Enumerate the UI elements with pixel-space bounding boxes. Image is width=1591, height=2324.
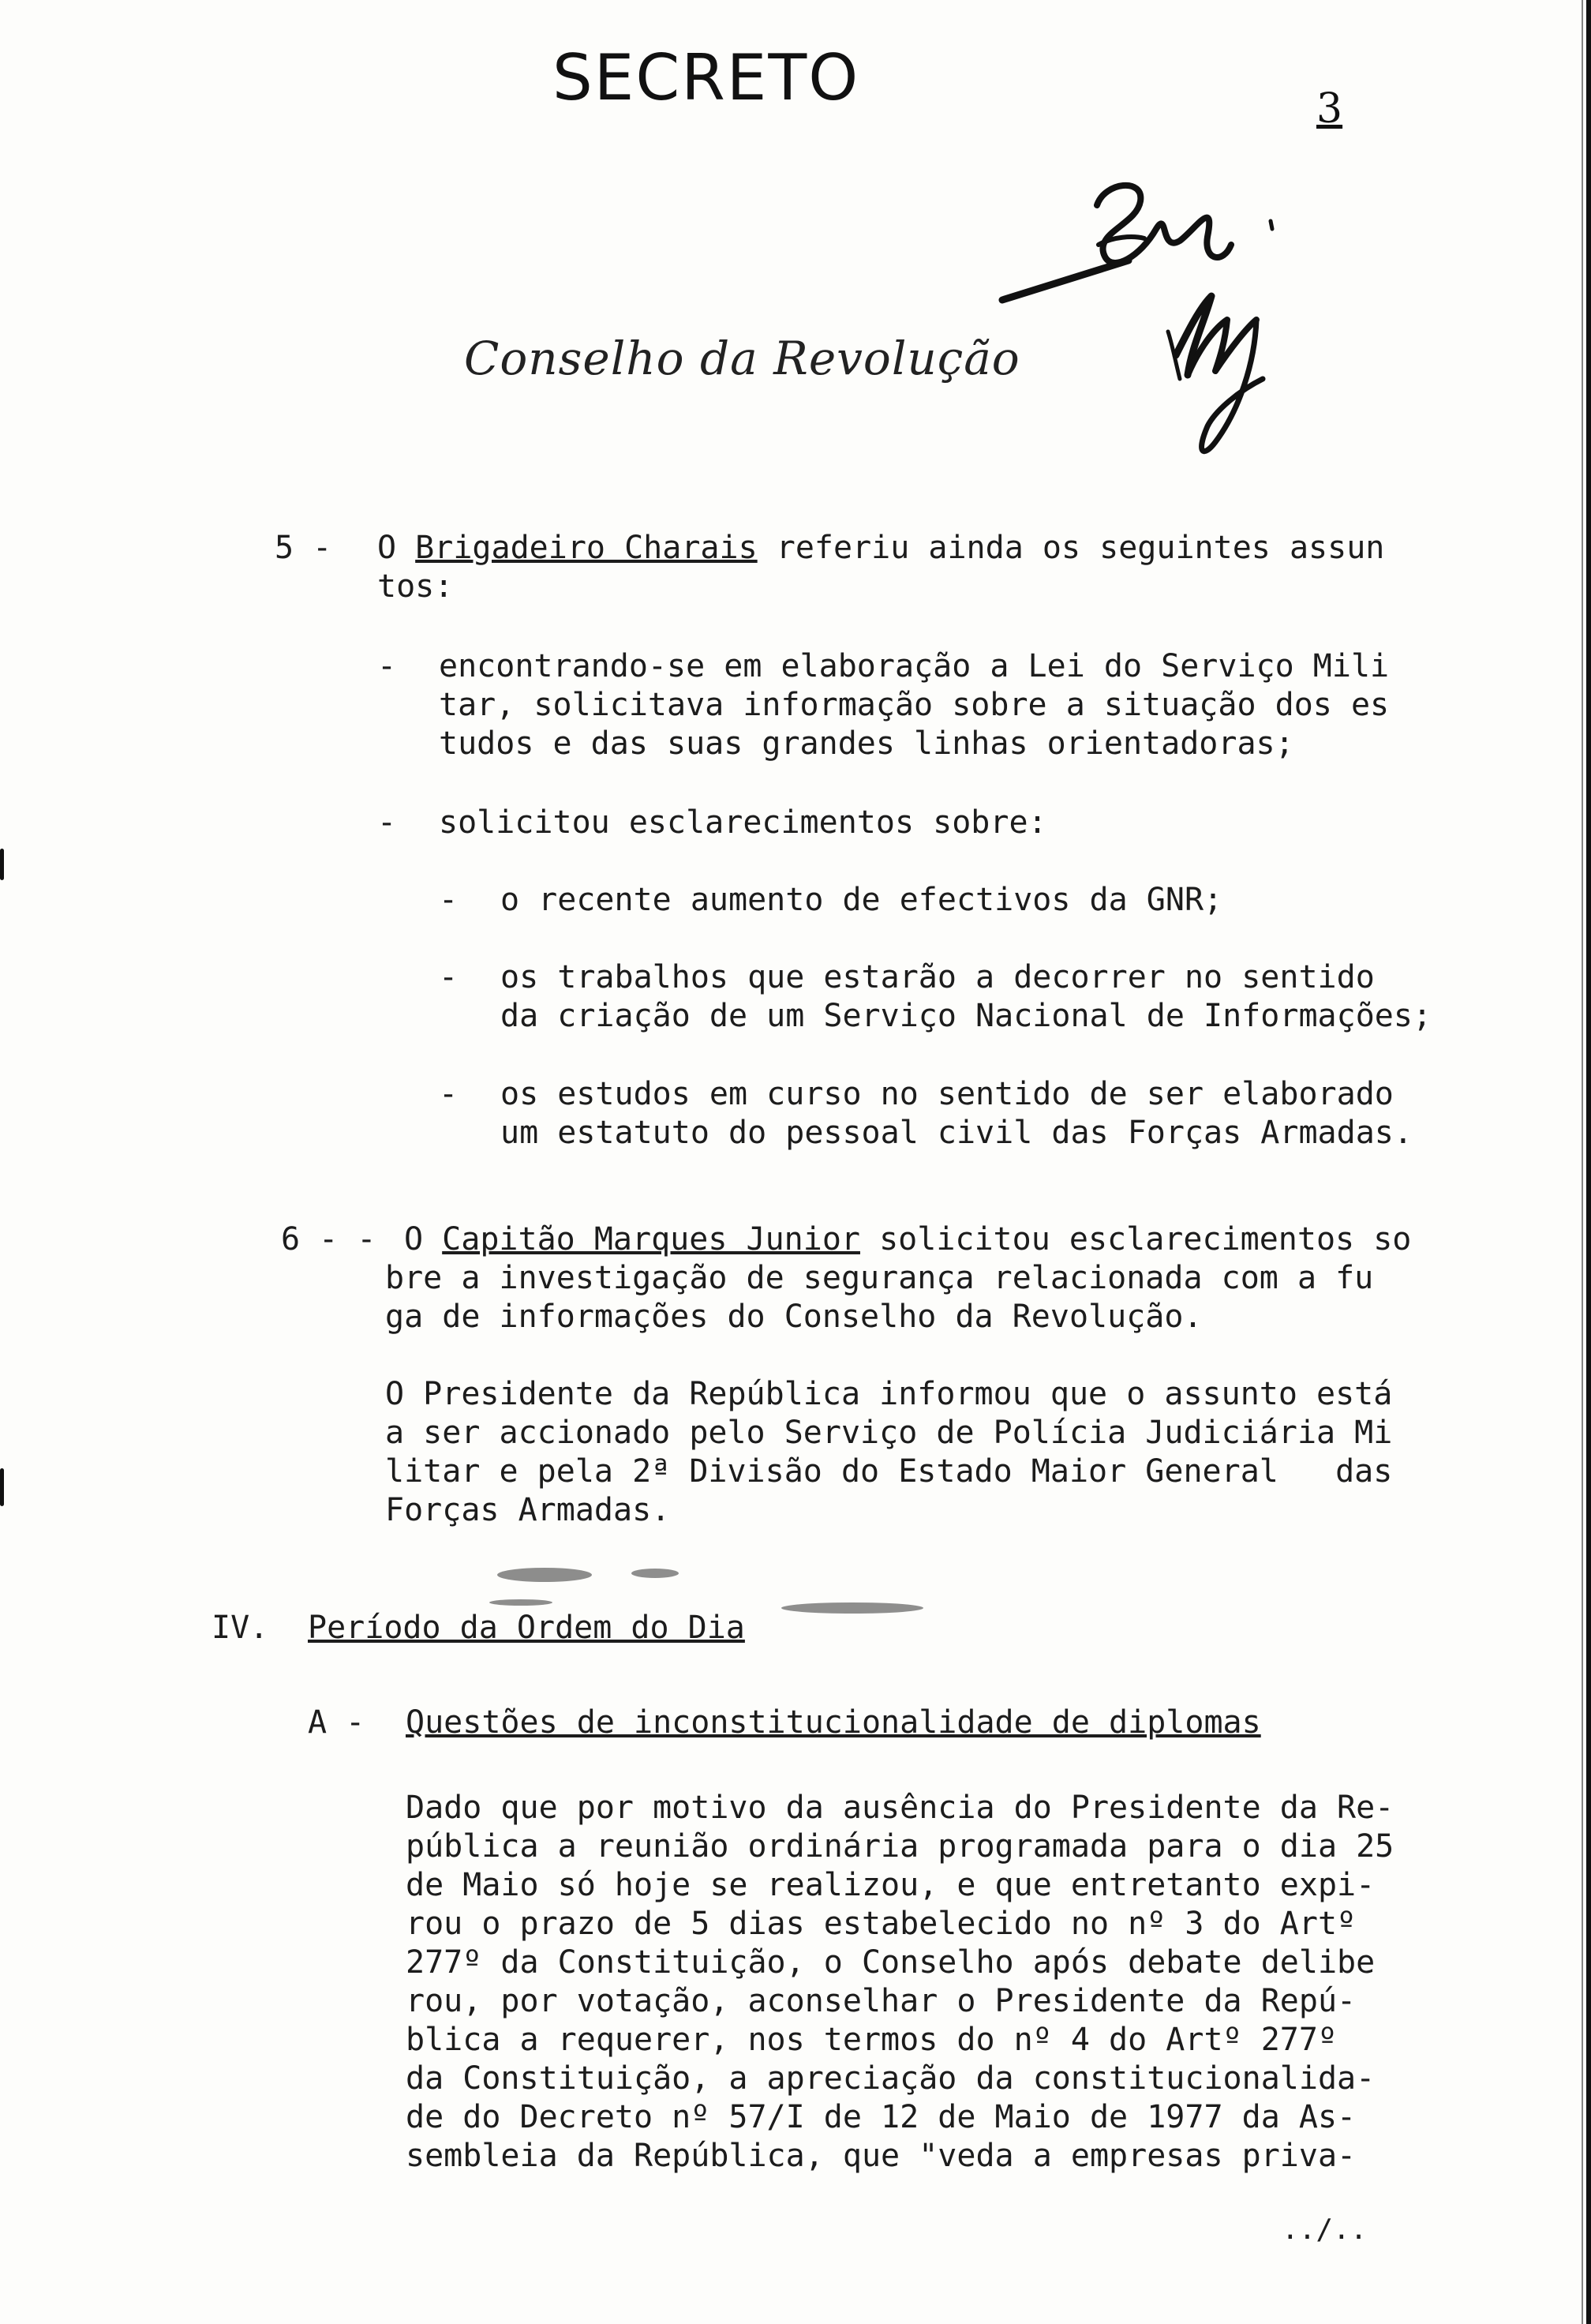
- continuation-mark: ../..: [1282, 2213, 1368, 2246]
- subsection-letter: A -: [308, 1704, 365, 1741]
- paragraph-line: blica a requerer, nos termos do nº 4 do Artº 277º: [406, 2022, 1338, 2058]
- classification-stamp: SECRETO: [552, 41, 860, 114]
- paragraph-line: sembleia da República, que "veda a empresas priva-: [406, 2138, 1357, 2174]
- paragraph-line: rou, por votação, aconselhar o Presidente da Repú-: [406, 1983, 1357, 2019]
- item5-prefix: O: [377, 530, 416, 566]
- answer-line: litar e pela 2ª Divisão do Estado Maior General das: [385, 1453, 1393, 1490]
- item6-suffix: solicitou esclarecimentos so: [859, 1221, 1412, 1258]
- item5-line2: tos:: [377, 568, 454, 605]
- paragraph-line: Dado que por motivo da ausência do Presidente da Re-: [406, 1790, 1394, 1826]
- scan-edge-line: [1582, 0, 1583, 2324]
- item5-suffix: referiu ainda os seguintes assun: [757, 530, 1385, 566]
- section-title: Período da Ordem do Dia: [308, 1610, 745, 1646]
- bullet-dash: -: [377, 648, 397, 684]
- paragraph-line: 277º da Constituição, o Conselho após debate delibe: [406, 1944, 1376, 1981]
- speaker-name: Brigadeiro Charais: [415, 530, 758, 566]
- section-number: IV.: [212, 1610, 269, 1646]
- sub-bullet-dash: -: [439, 882, 459, 918]
- item6-line: bre a investigação de segurança relacionada com a fu: [385, 1260, 1374, 1296]
- sub-bullet-line: o recente aumento de efectivos da GNR;: [500, 882, 1223, 918]
- speaker-name: Capitão Marques Junior: [442, 1221, 860, 1258]
- sub-bullet-dash: -: [439, 1076, 459, 1112]
- paragraph-line: pública a reunião ordinária programada para o dia 25: [406, 1828, 1394, 1865]
- answer-line: Forças Armadas.: [385, 1492, 671, 1528]
- sub-bullet-line: da criação de um Serviço Nacional de Informações;: [500, 998, 1432, 1034]
- item6-prefix: O: [404, 1221, 443, 1258]
- bullet-dash: -: [377, 804, 397, 841]
- answer-line: O Presidente da República informou que o assunto está: [385, 1376, 1393, 1412]
- margin-mark: [0, 849, 4, 880]
- letterhead: Conselho da Revolução: [464, 332, 1020, 385]
- bullet-line: tudos e das suas grandes linhas orientadoras;: [439, 725, 1294, 762]
- bullet-line: tar, solicitava informação sobre a situação dos es: [439, 687, 1390, 723]
- item-number-6: 6 - -: [281, 1221, 376, 1258]
- subsection-title: Questões de inconstitucionalidade de diplomas: [406, 1704, 1261, 1741]
- item6-first-line: [404, 1220, 1411, 1259]
- paragraph-line: de Maio só hoje se realizou, e que entretanto expi-: [406, 1867, 1376, 1903]
- item5-first-line: [377, 529, 1384, 568]
- item-number-5: 5 -: [275, 530, 332, 566]
- handwritten-initials: [979, 150, 1310, 482]
- sub-bullet-line: os estudos em curso no sentido de ser elaborado: [500, 1076, 1394, 1112]
- paragraph-line: rou o prazo de 5 dias estabelecido no nº 3 do Artº: [406, 1906, 1357, 1942]
- item6-line: ga de informações do Conselho da Revolução.: [385, 1299, 1203, 1335]
- page-number: 3: [1316, 85, 1343, 133]
- scan-edge-right: [1586, 0, 1591, 2324]
- margin-mark: [0, 1468, 4, 1506]
- sub-bullet-line: os trabalhos que estarão a decorrer no sentido: [500, 959, 1375, 995]
- paragraph-line: de do Decreto nº 57/I de 12 de Maio de 1977 da As-: [406, 2099, 1357, 2135]
- bullet-line: encontrando-se em elaboração a Lei do Serviço Mili: [439, 648, 1390, 684]
- bullet-line: solicitou esclarecimentos sobre:: [439, 804, 1047, 841]
- paragraph-line: da Constituição, a apreciação da constitucionalida-: [406, 2060, 1376, 2097]
- sub-bullet-dash: -: [439, 959, 459, 995]
- sub-bullet-line: um estatuto do pessoal civil das Forças Armadas.: [500, 1115, 1413, 1151]
- answer-line: a ser accionado pelo Serviço de Polícia Judiciária Mi: [385, 1415, 1393, 1451]
